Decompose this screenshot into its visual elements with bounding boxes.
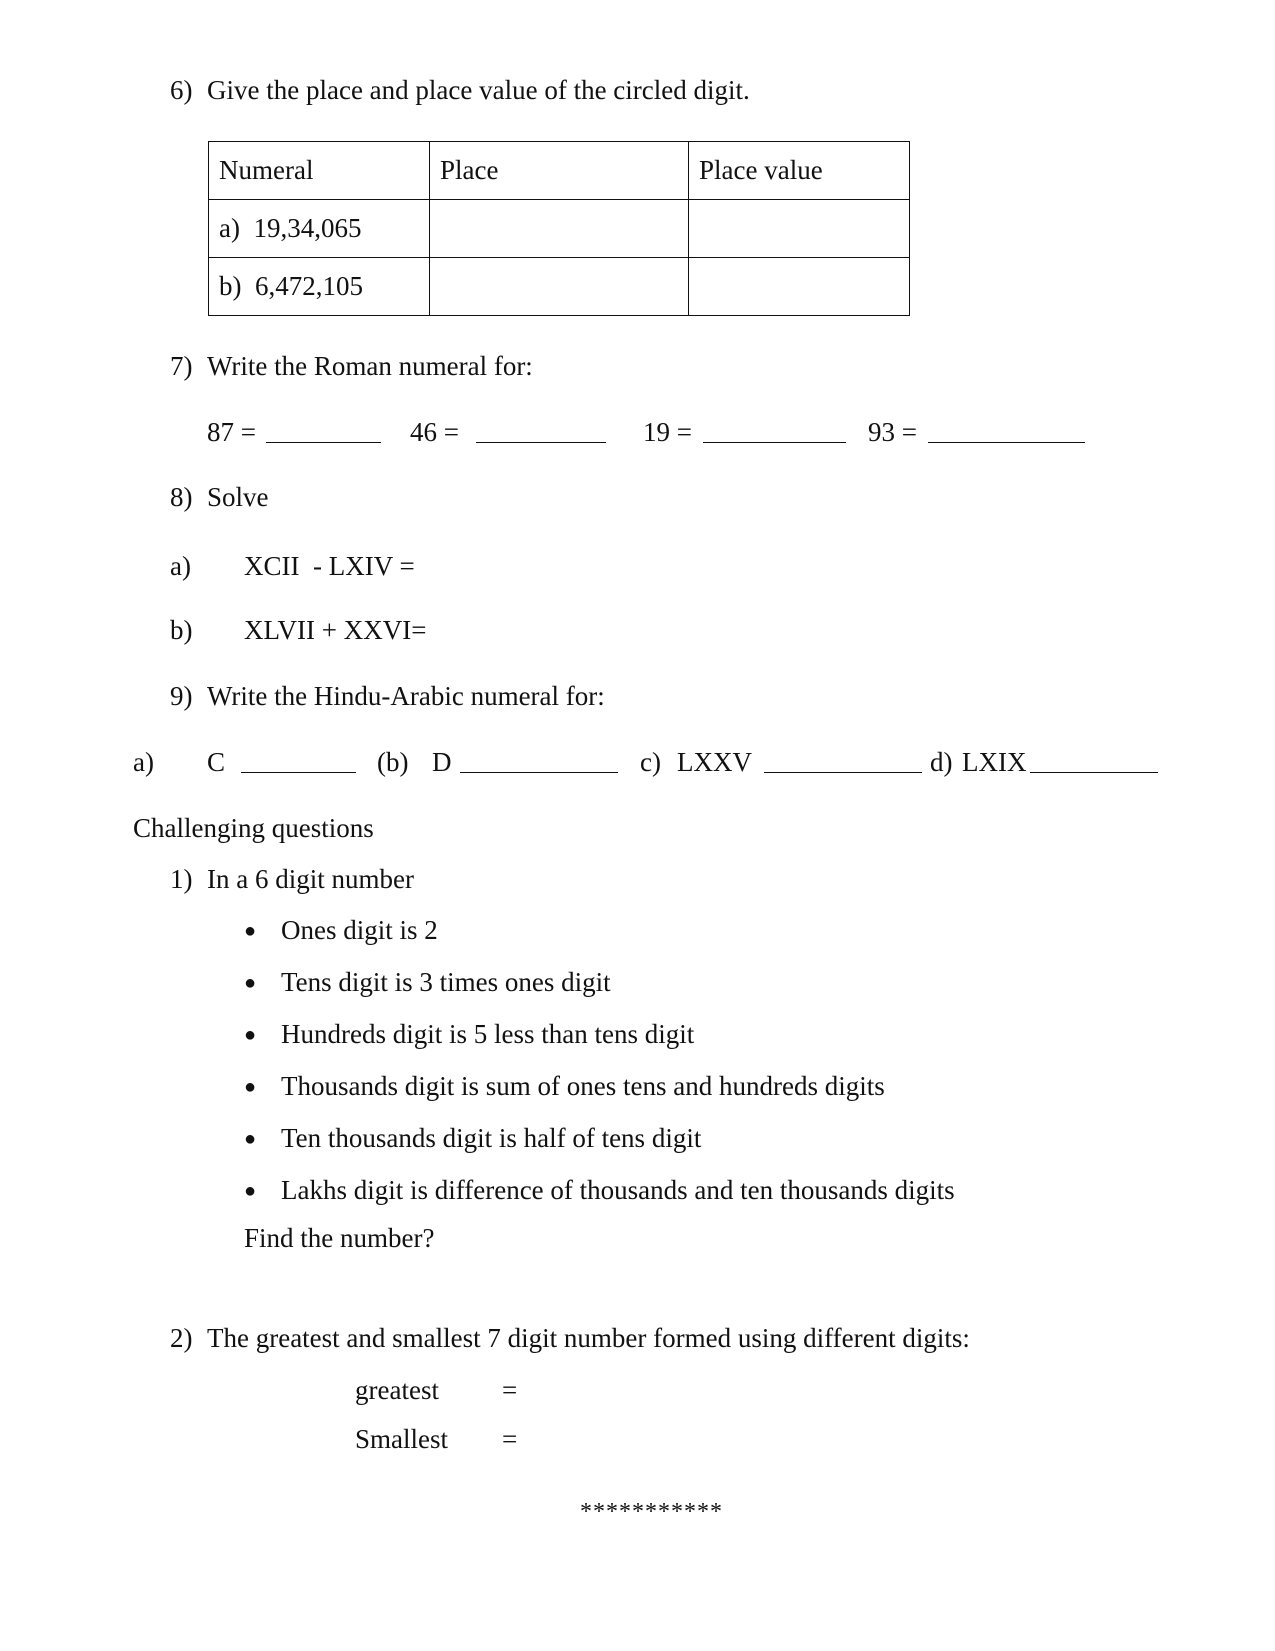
answer-blank[interactable] <box>460 750 618 773</box>
list-item: Thousands digit is sum of ones tens and hundreds digits <box>281 1071 885 1101</box>
q9-roman: LXIX <box>962 747 1027 777</box>
row-numeral: 6,472,105 <box>255 271 363 301</box>
row-label: b) <box>219 271 242 301</box>
roman-item: 87 = <box>207 417 256 447</box>
q8a-expression: XCII - LXIV = <box>244 551 415 581</box>
q8-text: Solve <box>207 482 269 512</box>
cq1-text: In a 6 digit number <box>207 864 414 894</box>
q6-number: 6) <box>170 75 193 105</box>
answer-blank[interactable] <box>476 420 606 443</box>
answer-blank[interactable] <box>764 750 922 773</box>
q8b-expression: XLVII + XXVI= <box>244 615 427 645</box>
numeral-cell <box>209 200 430 258</box>
bullet-icon: ● <box>244 920 257 942</box>
place-answer-cell[interactable] <box>430 258 689 316</box>
answer-blank[interactable] <box>1030 750 1158 773</box>
list-item: Lakhs digit is difference of thousands and ten thousands digits <box>281 1175 955 1205</box>
answer-blank[interactable] <box>703 420 846 443</box>
list-item: Ten thousands digit is half of tens digit <box>281 1123 702 1153</box>
table-header-row <box>209 142 910 200</box>
smallest-label: Smallest <box>355 1424 448 1454</box>
footer-stars: *********** <box>580 1499 723 1525</box>
bullet-icon: ● <box>244 1024 257 1046</box>
bullet-icon: ● <box>244 1076 257 1098</box>
roman-item: 19 = <box>643 417 692 447</box>
q9-roman: LXXV <box>677 747 752 777</box>
cq2-number: 2) <box>170 1323 193 1353</box>
equals-sign: = <box>502 1424 518 1454</box>
place-value-answer-cell[interactable] <box>689 200 910 258</box>
q9-roman: C <box>207 747 226 777</box>
q9-label: a) <box>133 747 154 777</box>
answer-blank[interactable] <box>241 750 356 773</box>
numeral-cell <box>209 258 430 316</box>
q9-label: (b) <box>377 747 409 777</box>
q8a-label: a) <box>170 551 191 581</box>
table-row <box>209 258 910 316</box>
header-numeral: Numeral <box>209 142 430 200</box>
cq1-number: 1) <box>170 864 193 894</box>
q9-label: d) <box>930 747 953 777</box>
q8b-label: b) <box>170 615 193 645</box>
answer-blank[interactable] <box>266 420 381 443</box>
row-label: a) <box>219 213 240 243</box>
place-answer-cell[interactable] <box>430 200 689 258</box>
q9-label: c) <box>640 747 661 777</box>
bullet-icon: ● <box>244 972 257 994</box>
roman-item: 93 = <box>868 417 917 447</box>
greatest-label: greatest <box>355 1375 439 1405</box>
challenging-heading: Challenging questions <box>133 813 374 843</box>
cq1-prompt: Find the number? <box>244 1223 435 1253</box>
list-item: Ones digit is 2 <box>281 915 438 945</box>
answer-blank[interactable] <box>928 420 1085 443</box>
q6-text: Give the place and place value of the circled digit. <box>207 75 750 105</box>
q9-number: 9) <box>170 681 193 711</box>
q9-text: Write the Hindu-Arabic numeral for: <box>207 681 605 711</box>
q7-number: 7) <box>170 351 193 381</box>
equals-sign: = <box>502 1375 518 1405</box>
list-item: Tens digit is 3 times ones digit <box>281 967 611 997</box>
list-item: Hundreds digit is 5 less than tens digit <box>281 1019 695 1049</box>
roman-item: 46 = <box>410 417 459 447</box>
place-value-answer-cell[interactable] <box>689 258 910 316</box>
header-place: Place <box>430 142 689 200</box>
q7-text: Write the Roman numeral for: <box>207 351 533 381</box>
place-value-table <box>208 141 910 316</box>
q8-number: 8) <box>170 482 193 512</box>
bullet-icon: ● <box>244 1180 257 1202</box>
row-numeral: 19,34,065 <box>253 213 362 243</box>
table-row <box>209 200 910 258</box>
q9-roman: D <box>432 747 452 777</box>
cq2-text: The greatest and smallest 7 digit number formed using different digits: <box>207 1323 970 1353</box>
bullet-icon: ● <box>244 1128 257 1150</box>
header-place-value: Place value <box>689 142 910 200</box>
